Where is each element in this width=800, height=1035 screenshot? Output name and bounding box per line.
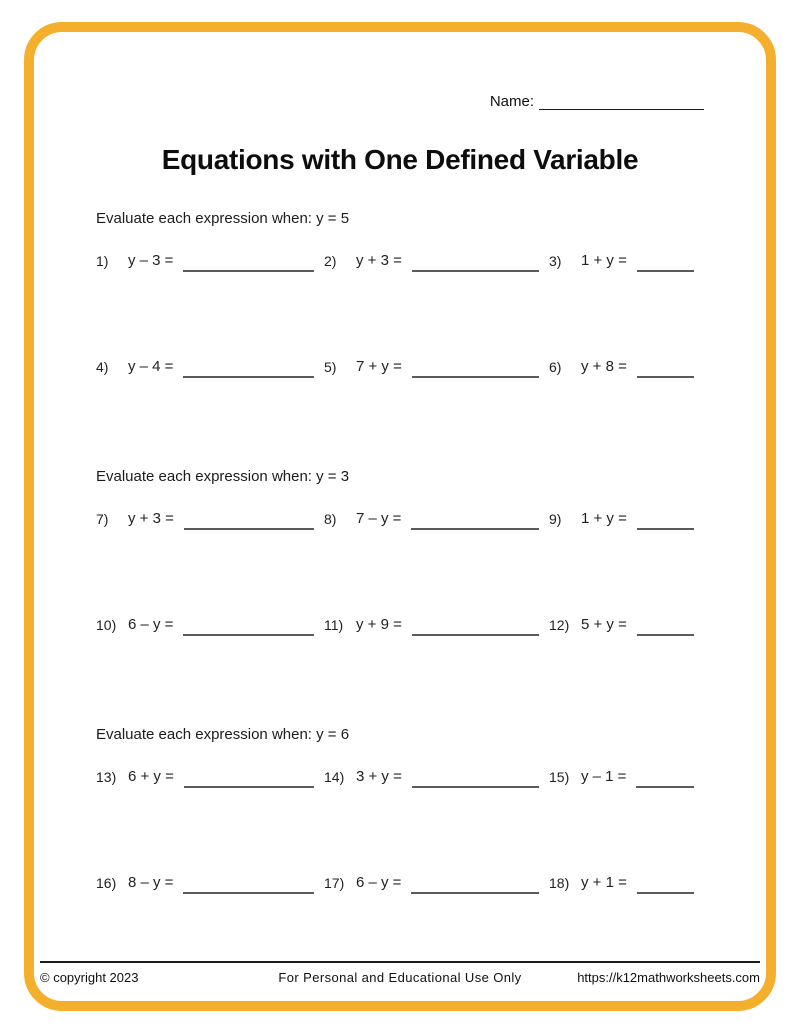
problem-8	[324, 508, 549, 530]
website-link[interactable]: https://k12mathworksheets.com	[577, 970, 760, 985]
problem-9	[549, 508, 704, 530]
problem-12-expression: 5 + y =	[581, 616, 627, 633]
problem-10-expression: 6 – y =	[128, 616, 174, 633]
footer-row	[40, 970, 760, 985]
problem-2-answer-blank[interactable]	[412, 258, 539, 272]
problem-2-number: 2)	[324, 253, 337, 269]
problem-7-number: 7)	[96, 511, 109, 527]
usage-text: For Personal and Educational Use Only	[278, 970, 522, 985]
problem-5-expression: 7 + y =	[356, 358, 402, 375]
problem-13-expression: 6 + y =	[128, 768, 174, 785]
problem-17	[324, 872, 549, 894]
problem-11-expression: y + 9 =	[356, 616, 402, 633]
problem-9-number: 9)	[549, 511, 562, 527]
problem-15-number: 15)	[549, 769, 570, 785]
problem-14-number: 14)	[324, 769, 345, 785]
problem-14	[324, 766, 549, 788]
problem-6-number: 6)	[549, 359, 562, 375]
problem-9-answer-blank[interactable]	[637, 516, 694, 530]
problem-17-expression: 6 – y =	[356, 874, 402, 891]
problem-3-answer-blank[interactable]	[637, 258, 694, 272]
problem-18	[549, 872, 704, 894]
problem-8-answer-blank[interactable]	[411, 516, 539, 530]
problem-14-answer-blank[interactable]	[412, 774, 539, 788]
problem-5	[324, 356, 549, 378]
worksheet-border	[24, 22, 776, 1011]
problem-6	[549, 356, 704, 378]
problem-3	[549, 250, 704, 272]
problem-4-answer-blank[interactable]	[183, 364, 314, 378]
problem-10-number: 10)	[96, 617, 117, 633]
problem-3-expression: 1 + y =	[581, 252, 627, 269]
problem-2-expression: y + 3 =	[356, 252, 402, 269]
worksheet-content	[68, 66, 732, 967]
problem-11	[324, 614, 549, 636]
problem-16-number: 16)	[96, 875, 117, 891]
section-2-row-2	[96, 614, 704, 636]
section-1-instruction: Evaluate each expression when: y = 5	[96, 210, 350, 227]
problem-10-answer-blank[interactable]	[183, 622, 314, 636]
problem-16-expression: 8 – y =	[128, 874, 174, 891]
problem-4	[96, 356, 324, 378]
problem-15-expression: y – 1 =	[581, 768, 627, 785]
footer-divider	[40, 961, 760, 963]
problem-5-number: 5)	[324, 359, 337, 375]
section-1-row-1	[96, 250, 704, 272]
problem-15	[549, 766, 704, 788]
problem-7-answer-blank[interactable]	[184, 516, 314, 530]
name-label: Name:	[489, 93, 534, 110]
problem-4-number: 4)	[96, 359, 109, 375]
problem-1-expression: y – 3 =	[128, 252, 174, 269]
problem-13	[96, 766, 324, 788]
section-3-row-1	[96, 766, 704, 788]
problem-17-answer-blank[interactable]	[411, 880, 539, 894]
problem-12-number: 12)	[549, 617, 570, 633]
problem-13-answer-blank[interactable]	[184, 774, 314, 788]
page-footer	[40, 961, 760, 985]
problem-11-number: 11)	[324, 617, 344, 633]
problem-14-expression: 3 + y =	[356, 768, 402, 785]
problem-11-answer-blank[interactable]	[412, 622, 539, 636]
problem-7	[96, 508, 324, 530]
section-2-row-1	[96, 508, 704, 530]
problem-1-answer-blank[interactable]	[183, 258, 314, 272]
problem-15-answer-blank[interactable]	[636, 774, 694, 788]
problem-13-number: 13)	[96, 769, 117, 785]
problem-18-expression: y + 1 =	[581, 874, 627, 891]
name-blank[interactable]	[539, 94, 704, 110]
problem-6-answer-blank[interactable]	[637, 364, 694, 378]
problem-7-expression: y + 3 =	[128, 510, 174, 527]
problem-16	[96, 872, 324, 894]
problem-17-number: 17)	[324, 875, 345, 891]
problem-9-expression: 1 + y =	[581, 510, 627, 527]
problem-1	[96, 250, 324, 272]
problem-2	[324, 250, 549, 272]
problem-4-expression: y – 4 =	[128, 358, 174, 375]
problem-10	[96, 614, 324, 636]
section-2-instruction: Evaluate each expression when: y = 3	[96, 468, 350, 485]
problem-18-number: 18)	[549, 875, 570, 891]
problem-12	[549, 614, 704, 636]
section-3-row-2	[96, 872, 704, 894]
problem-1-number: 1)	[96, 253, 109, 269]
name-row	[96, 90, 704, 110]
problem-12-answer-blank[interactable]	[637, 622, 694, 636]
problem-8-expression: 7 – y =	[356, 510, 402, 527]
problem-5-answer-blank[interactable]	[412, 364, 539, 378]
problem-8-number: 8)	[324, 511, 337, 527]
section-3-instruction: Evaluate each expression when: y = 6	[96, 726, 350, 743]
problem-6-expression: y + 8 =	[581, 358, 627, 375]
problem-16-answer-blank[interactable]	[183, 880, 314, 894]
section-1-row-2	[96, 356, 704, 378]
page-title: Equations with One Defined Variable	[161, 144, 639, 175]
problem-18-answer-blank[interactable]	[637, 880, 694, 894]
copyright-text: © copyright 2023	[40, 970, 139, 985]
problem-3-number: 3)	[549, 253, 562, 269]
